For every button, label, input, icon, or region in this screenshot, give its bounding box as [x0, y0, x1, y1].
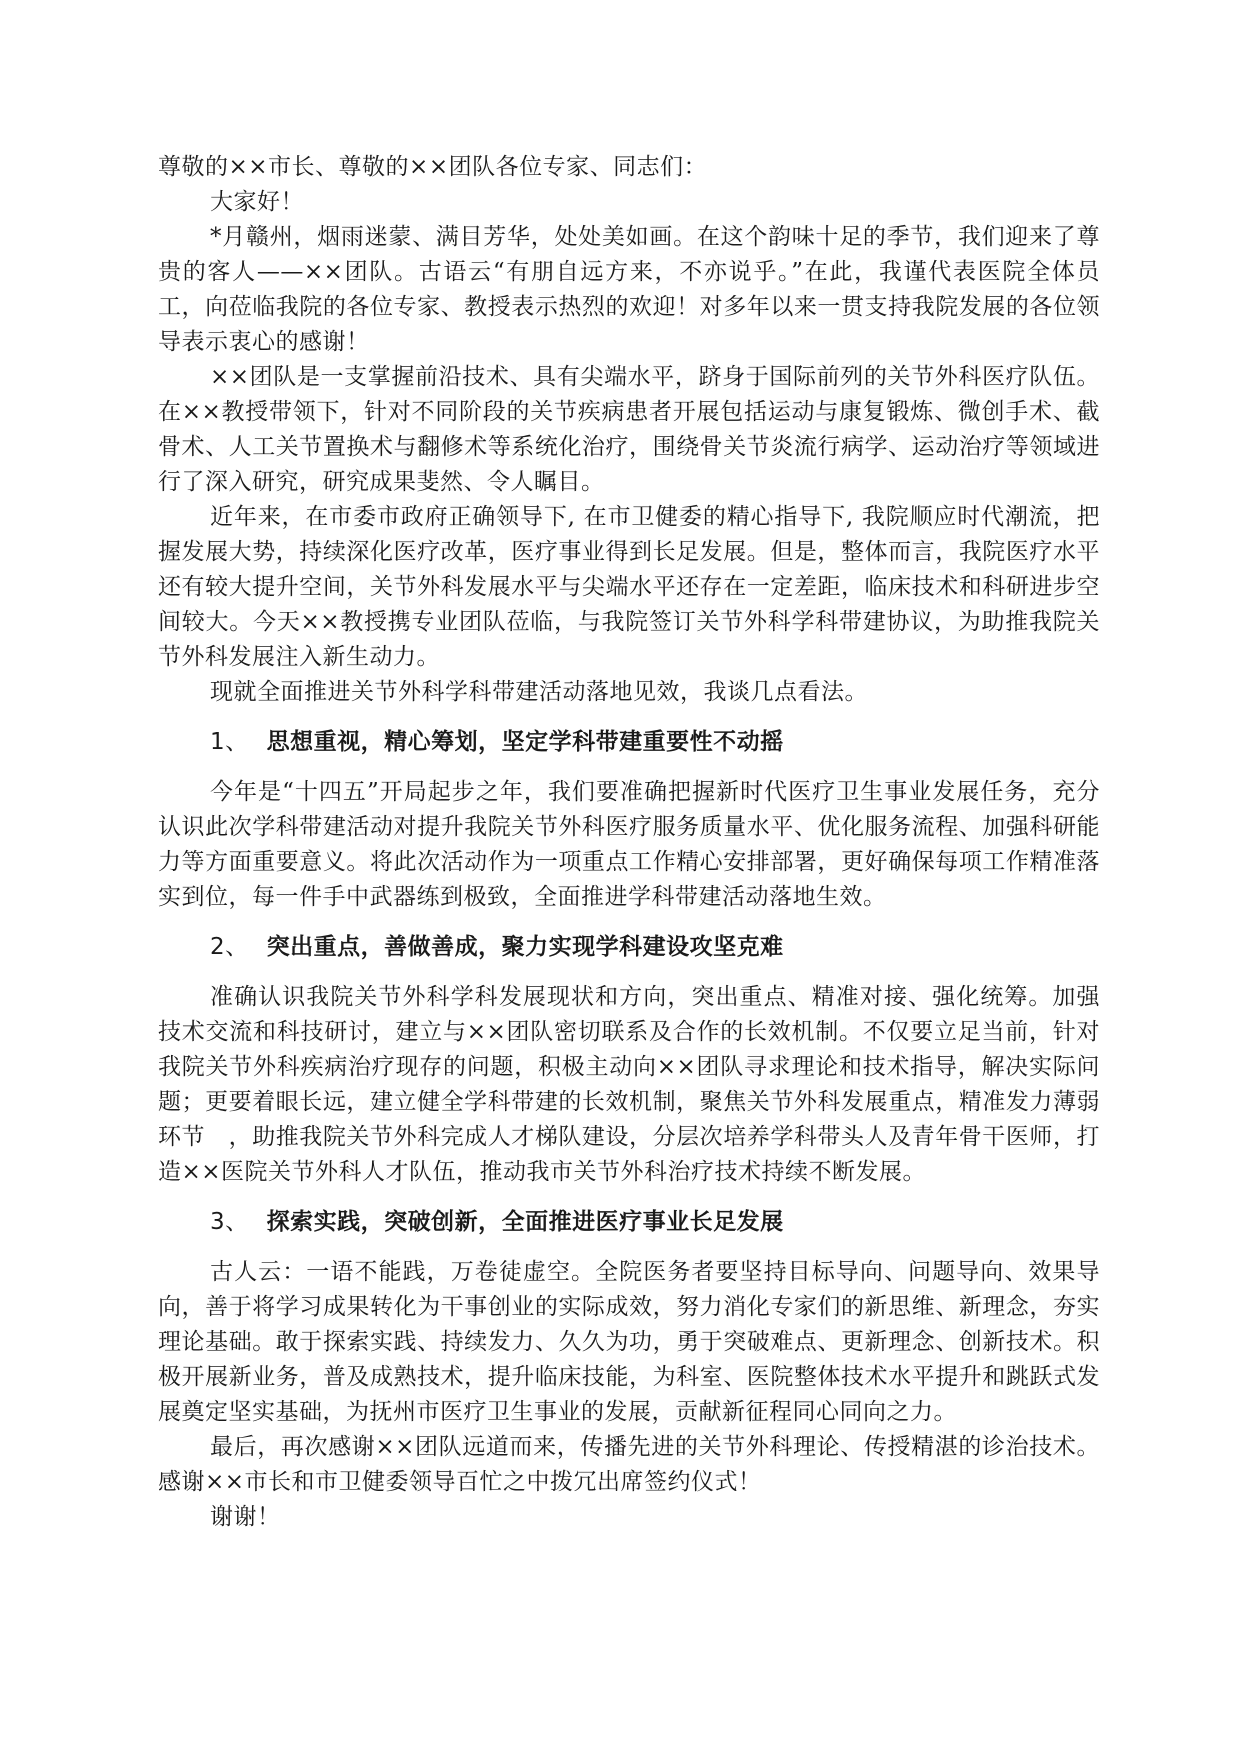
section-title: 突出重点，善做善成，聚力实现学科建设攻坚克难: [266, 934, 784, 960]
document-page: [158, 150, 1100, 1535]
greeting: 大家好！: [210, 189, 304, 215]
intro-paragraph-4: 现就全面推进关节外科学科带建活动落地见效，我谈几点看法。: [210, 679, 868, 705]
section-number: 3、: [210, 1209, 249, 1235]
intro-paragraph-1: *月赣州，烟雨迷蒙、满目芳华，处处美如画。在这个韵味十足的季节，我们迎来了尊贵的客人——××团队。古语云“有朋自远方来，不亦说乎。”在此，我谨代表医院全体员工，向莅临我院的各位专家、教授表示热烈的欢迎！对多年以来一贯支持我院发展的各位领导表示衷心的感谢！: [158, 224, 1100, 355]
section-heading-1: [210, 725, 1100, 760]
intro-paragraph-2: ××团队是一支掌握前沿技术、具有尖端水平，跻身于国际前列的关节外科医疗队伍。在××教授带领下，针对不同阶段的关节疾病患者开展包括运动与康复锻炼、微创手术、截骨术、人工关节置换术与翻修术等系统化治疗，围绕骨关节炎流行病学、运动治疗等领域进行了深入研究，研究成果斐然、令人瞩目。: [158, 364, 1100, 495]
section-heading-2: [210, 930, 1100, 965]
section-title: 思想重视，精心筹划，坚定学科带建重要性不动摇: [266, 729, 784, 755]
thanks: 谢谢！: [210, 1504, 281, 1530]
closing-paragraph: 最后，再次感谢××团队远道而来，传播先进的关节外科理论、传授精湛的诊治技术。感谢××市长和市卫健委领导百忙之中拨冗出席签约仪式！: [158, 1434, 1100, 1495]
section-body-3: 古人云：一语不能践，万卷徒虚空。全院医务者要坚持目标导向、问题导向、效果导向，善于将学习成果转化为干事创业的实际成效，努力消化专家们的新思维、新理念，夯实理论基础。敢于探索实践、持续发力、久久为功，勇于突破难点、更新理念、创新技术。积极开展新业务，普及成熟技术，提升临床技能，为科室、医院整体技术水平提升和跳跃式发展奠定坚实基础，为抚州市医疗卫生事业的发展，贡献新征程同心同向之力。: [158, 1259, 1100, 1425]
section-body-2: 准确认识我院关节外科学科发展现状和方向，突出重点、精准对接、强化统筹。加强技术交流和科技研讨，建立与××团队密切联系及合作的长效机制。不仅要立足当前，针对我院关节外科疾病治疗现存的问题，积极主动向××团队寻求理论和技术指导，解决实际问题；更要着眼长远，建立健全学科带建的长效机制，聚焦关节外科发展重点，精准发力薄弱环节 ，助推我院关节外科完成人才梯队建设，分层次培养学科带头人及青年骨干医师，打造××医院关节外科人才队伍，推动我市关节外科治疗技术持续不断发展。: [158, 984, 1100, 1185]
intro-paragraph-3: 近年来，在市委市政府正确领导下, 在市卫健委的精心指导下, 我院顺应时代潮流，把握发展大势，持续深化医疗改革，医疗事业得到长足发展。但是，整体而言，我院医疗水平还有较大提升空间，关节外科发展水平与尖端水平还存在一定差距，临床技术和科研进步空间较大。今天××教授携专业团队莅临，与我院签订关节外科学科带建协议，为助推我院关节外科发展注入新生动力。: [158, 504, 1100, 670]
section-body-1: 今年是“十四五”开局起步之年，我们要准确把握新时代医疗卫生事业发展任务，充分认识此次学科带建活动对提升我院关节外科医疗服务质量水平、优化服务流程、加强科研能力等方面重要意义。将此次活动作为一项重点工作精心安排部署，更好确保每项工作精准落实到位，每一件手中武器练到极致，全面推进学科带建活动落地生效。: [158, 779, 1100, 910]
salutation: 尊敬的××市长、尊敬的××团队各位专家、同志们：: [158, 154, 708, 180]
section-heading-3: [210, 1205, 1100, 1240]
section-number: 1、: [210, 729, 249, 755]
section-title: 探索实践，突破创新，全面推进医疗事业长足发展: [266, 1209, 784, 1235]
section-number: 2、: [210, 934, 249, 960]
